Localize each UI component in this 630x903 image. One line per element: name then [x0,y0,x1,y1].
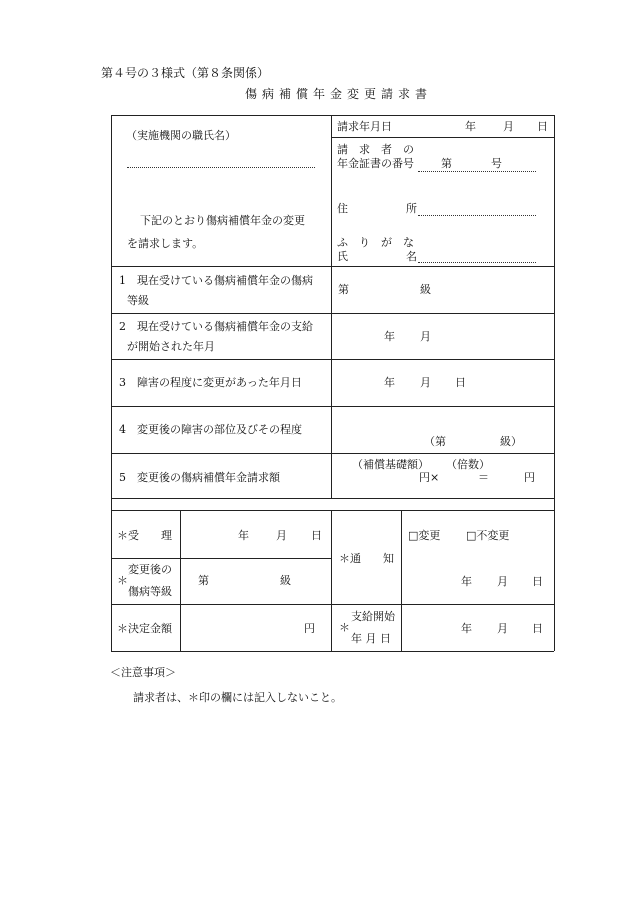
row4-dai: （第 [424,435,446,448]
table-line [111,651,554,652]
row2-month: 月 [420,330,431,343]
table-line [111,406,554,407]
row5-equals: ＝ [478,471,489,484]
institution-label: （実施機関の職氏名） [126,129,236,142]
row5-yen-times: 円× [419,471,440,484]
table-line [111,359,554,360]
notify-month: 月 [497,575,508,588]
notify-label: ＊通 知 [339,552,394,565]
new-grade-kyu: 級 [280,574,291,587]
row1-label-line2: 等級 [127,294,149,307]
new-grade-star: ＊ [117,574,128,587]
cert-gou: 号 [491,157,502,170]
row3-label: 3 障害の程度に変更があった年月日 [119,376,302,389]
row3-day: 日 [455,376,466,389]
request-text-line1: 下記のとおり傷病補償年金の変更 [140,214,305,227]
claimant-label: 請 求 者 の [337,143,414,156]
name-fill-line[interactable] [418,262,536,263]
request-date-label: 請求年月日 [337,120,392,133]
form-number: 第４号の３様式（第８条関係） [101,66,270,80]
notify-day: 日 [532,575,543,588]
start-date-label-line2: 年 月 日 [351,632,391,645]
request-text-line2: を請求します。 [127,237,204,250]
receipt-day: 日 [311,529,322,542]
row1-kyu: 級 [420,283,431,296]
address-label-2: 所 [406,202,417,215]
request-date-day: 日 [537,120,548,133]
row5-label: 5 変更後の傷病補償年金請求額 [119,471,280,484]
furigana-label: ふ り が な [337,236,414,249]
amount-label: ＊決定金額 [117,622,172,635]
receipt-month: 月 [276,529,287,542]
row3-year: 年 [384,376,395,389]
new-grade-dai: 第 [198,574,209,587]
table-line [111,558,331,559]
row2-year: 年 [384,330,395,343]
table-line [401,510,402,651]
row5-multiplier-label: （倍数） [446,458,490,471]
cert-number-label: 年金証書の番号 [337,157,414,170]
table-line [111,115,554,116]
table-line [111,115,112,651]
start-date-star: ＊ [339,621,350,634]
row2-label-line1: 2 現在受けている傷病補償年金の支給 [119,320,313,333]
notes-body: 請求者は、＊印の欄には記入しないこと。 [133,691,342,704]
table-line [554,115,555,651]
notify-year: 年 [461,575,472,588]
table-line [180,510,181,651]
institution-fill-line[interactable] [127,167,315,168]
cert-number-fill-line[interactable] [418,171,536,172]
receipt-label: ＊受 理 [117,529,172,542]
row2-label-line2: が開始された年月 [127,340,215,353]
request-date-month: 月 [503,120,514,133]
row4-kyu: 級） [500,435,522,448]
table-line [331,115,332,498]
table-line [111,498,554,499]
amount-yen: 円 [304,622,315,635]
table-line [111,604,554,605]
start-year: 年 [461,622,472,635]
unchanged-checkbox[interactable]: □不変更 [466,529,510,542]
cert-dai: 第 [441,157,452,170]
row4-label: 4 変更後の障害の部位及びその程度 [119,423,302,436]
row1-dai: 第 [338,283,349,296]
table-line [111,510,554,511]
start-date-label-line1: 支給開始 [351,610,395,623]
table-line [331,137,554,138]
address-fill-line[interactable] [418,215,536,216]
notes-heading: ＜注意事項＞ [110,666,176,679]
new-grade-label-line1: 変更後の [128,563,172,576]
start-month: 月 [497,622,508,635]
table-line [331,510,332,651]
address-label-1: 住 [337,202,348,215]
receipt-year: 年 [238,529,249,542]
table-line [111,266,554,267]
name-label-1: 氏 [337,250,348,263]
row1-label-line1: 1 現在受けている傷病補償年金の傷病 [119,274,313,287]
row5-yen: 円 [524,471,535,484]
changed-checkbox[interactable]: □変更 [408,529,441,542]
row5-base-label: （補償基礎額） [352,458,429,471]
request-date-year: 年 [465,120,476,133]
row3-month: 月 [420,376,431,389]
table-line [111,453,554,454]
table-line [111,313,554,314]
page-title: 傷病補償年金変更請求書 [245,87,433,101]
start-day: 日 [532,622,543,635]
name-label-2: 名 [406,250,417,263]
new-grade-label-line2: 傷病等級 [128,585,172,598]
